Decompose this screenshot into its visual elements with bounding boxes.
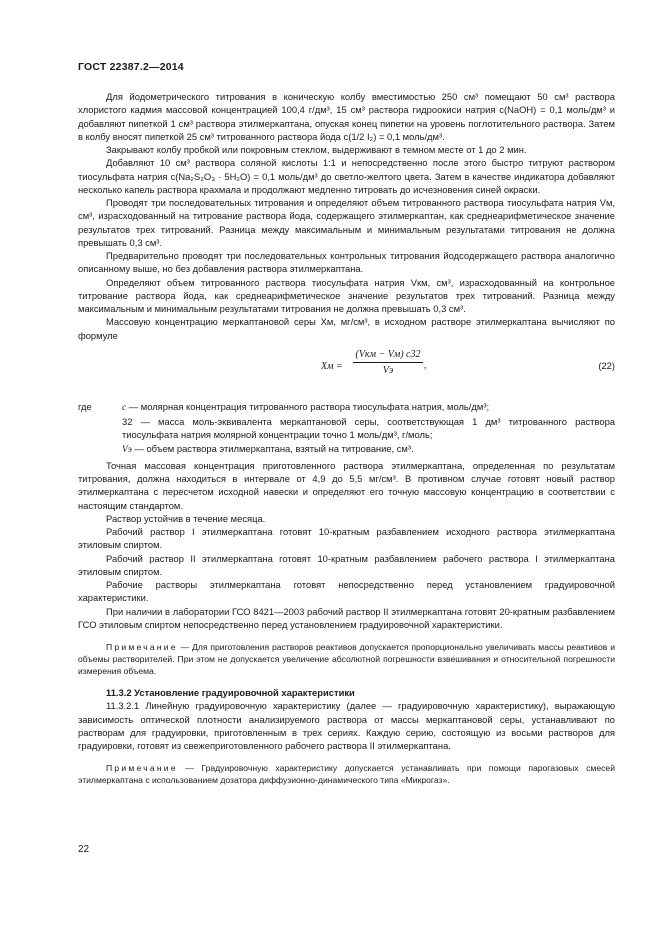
note-2 <box>78 762 615 786</box>
where-symbol: 32 <box>122 416 133 427</box>
paragraph: Раствор устойчив в течение месяца. <box>106 512 266 524</box>
page-number: 22 <box>78 844 90 855</box>
section-title: 11.3.2 Установление градуировочной характеристики <box>106 687 355 698</box>
where-item <box>78 415 615 442</box>
formula-fraction <box>353 348 423 378</box>
where-text: — масса моль-эквивалента меркаптановой серы, соответствующая 1 дм³ титрованного раствора тиосульфата натрия молярной концентрации точно 1 моль/дм³, г/моль; <box>122 416 615 441</box>
note-keyword: Примечание <box>106 763 178 774</box>
paragraph: Закрывают колбу пробкой или покровным стеклом, выдерживают в темном месте от 1 до 2 мин. <box>106 144 527 155</box>
paragraph: Рабочие растворы этилмеркаптана готовят непосредственно перед установлением градуировочной характеристики. <box>78 579 615 604</box>
formula-comma: , <box>424 360 427 371</box>
where-symbol: Vэ <box>122 444 132 455</box>
formula-numerator: (Vкм − Vм) c32 <box>353 348 423 363</box>
where-list <box>78 400 615 457</box>
paragraph: Массовую концентрацию меркаптановой серы Xм, мг/см³, в исходном растворе этилмеркаптана вычисляют по формуле <box>78 316 615 341</box>
where-item <box>78 442 615 457</box>
paragraph: Добавляют 10 см³ раствора соляной кислоты 1:1 и непосредственно после этого быстро титруют раствором тиосульфата натрия c(Na₂S₂O₃ · 5H₂O) = 0,1 моль/дм³ до светло-желтого цвета. Затем в качестве индикатора добавляют несколько капель раствора крахмала и продолжают медленно титровать до исчезновения синей окраски. <box>78 157 615 195</box>
note-1 <box>78 641 615 677</box>
where-symbol: c <box>122 402 127 413</box>
formula-number: (22) <box>598 359 615 371</box>
note-text: — Градуировочную характеристику допускается устанавливать при помощи парогазовых смесей этилмеркаптана с использованием дозатора диффузионно-динамического типа «Микрогаз». <box>78 763 615 786</box>
standard-header: ГОСТ 22387.2—2014 <box>78 61 184 73</box>
paragraph: Рабочий раствор I этилмеркаптана готовят 10-кратным разбавлением исходного раствора этилмеркаптана этиловым спиртом. <box>78 526 615 551</box>
formula-denominator: Vэ <box>382 365 394 376</box>
where-text: — молярная концентрация титрованного раствора тиосульфата натрия, моль/дм³; <box>128 400 490 412</box>
paragraph: Точная массовая концентрация приготовленного раствора этилмеркаптана, определенная по результатам титрования, должна находиться в интервале от 4,9 до 5,5 мг/см³. В противном случае готовят новый раствор этилмеркаптана с пересчетом исходной навески и определяют его точную массовую концентрацию в соответствии с настоящим стандартом. <box>78 459 615 511</box>
paragraph: Для йодометрического титрования в коническую колбу вместимостью 250 см³ помещают 50 см³ раствора хлористого кадмия массовой концентрацией 100,4 г/дм³, 15 см³ раствора гидроокиси натрия c(NaOH) = 0,1 моль/дм³ и добавляют пипеткой 1 см³ раствора этилмеркаптана, опуская конец пипетки на уровень поглотительного раствора. Затем в колбу вносят пипеткой 25 см³ титрованного раствора йода c(1/2 I₂) = 0,1 моль/дм³. <box>78 91 615 142</box>
where-text: — объем раствора этилмеркаптана, взятый на титрование, см³. <box>134 442 414 454</box>
where-label: где <box>78 400 92 412</box>
note-keyword: Примечание <box>106 642 178 652</box>
formula-22 <box>78 348 615 392</box>
paragraph: Определяют объем титрованного раствора тиосульфата натрия Vкм, см³, израсходованный на контрольное титрование раствора йода, как среднеарифметическое значение результатов трех титрований. Разница между максимальным и минимальным результатами титрования не должна превышать 0,3 см³. <box>78 276 615 314</box>
formula-lhs: Xм = <box>321 360 343 372</box>
paragraph: Предварительно проводят три последовательных контрольных титрования йодсодержащего раствора аналогично описанному выше, но без добавления раствора этилмеркаптана. <box>78 250 615 275</box>
where-item <box>78 400 615 415</box>
paragraph: Рабочий раствор II этилмеркаптана готовят 10-кратным разбавлением рабочего раствора I этилмеркаптана этиловым спиртом. <box>78 552 615 577</box>
paragraph: Проводят три последовательных титрования и определяют объем титрованного раствора тиосульфата натрия Vм, см³, израсходованный на титрование раствора йода, содержащего этилмеркаптан, как среднеарифметическое значение результатов трех титрований. Разница между максимальным и минимальным результатами титрования не должна превышать 0,3 см³. <box>78 197 615 248</box>
document-body <box>78 90 615 786</box>
note-text: — Для приготовления растворов реактивов допускается пропорционально увеличивать массы реактивов и объемы растворителей. При этом не допускается увеличение абсолютной погрешности взвешивания и относительной погрешности измерения объема. <box>78 642 615 676</box>
paragraph: При наличии в лаборатории ГСО 8421—2003 рабочий раствор II этилмеркаптана готовят 20-кратным разбавлением ГСО этиловым спиртом непосредственно перед установлением градуировочной характеристики. <box>78 605 615 630</box>
paragraph: 11.3.2.1 Линейную градуировочную характеристику (далее — градуировочную характеристику), выражающую зависимость оптической плотности анализируемого раствора от массы меркаптановой серы, устанавливают по растворам для градуировки, приготовленным в трех сериях. Каждую серию, состоящую из восьми растворов для градуировки, готовят из свежеприготовленного рабочего раствора II этилмеркаптана. <box>78 700 615 751</box>
